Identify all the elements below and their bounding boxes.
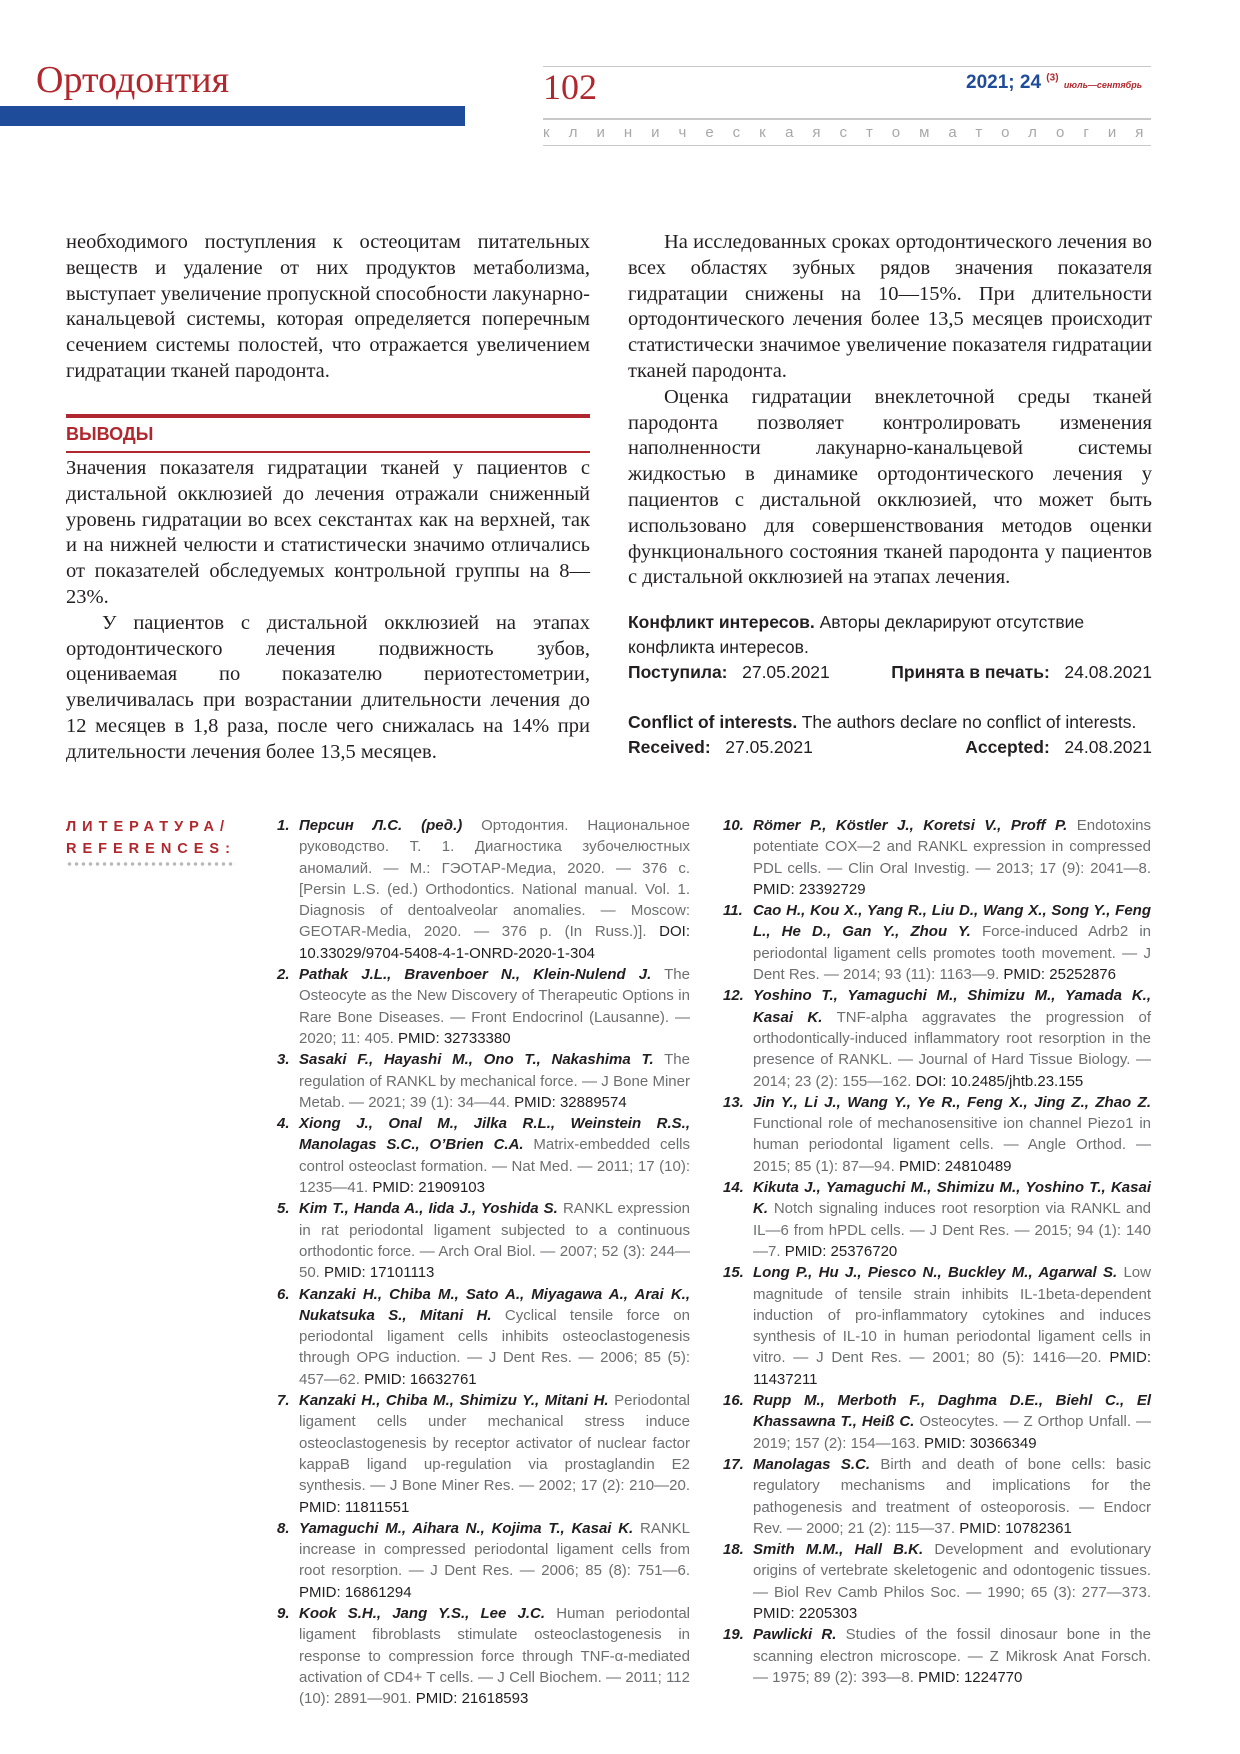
reference-item: [723, 1624, 1151, 1688]
reference-text: Cyclical tensile force on periodontal ligament cells inhibits osteoclastogenesis through OPG induction. — J Dent Res. — 2006; 85 (5): 457—62.: [299, 1306, 690, 1388]
reference-text: Notch signaling induces root resorption via RANKL and IL—6 from hPDL cells. — J Dent Res. — 2015; 94 (1): 140—7.: [753, 1200, 1151, 1260]
paragraph: Оценка гидратации внеклеточной среды тканей пародонта позволяет контролировать изменения наполненности лакунарно-канальцевой системы жидкостью в динамике ортодонтического лечения у пациентов с дистальной окклюзией, что может быть использовано для совершенствования методов оценки функционального состояния тканей пародонта у пациентов с дистальной окклюзией на этапах лечения.: [628, 385, 1152, 589]
reference-text: The Osteocyte as the New Discovery of Therapeutic Options in Rare Bone Diseases. — Front Endocrinol (Lausanne). — 2020; 11: 405.: [299, 966, 690, 1047]
reference-identifier: PMID: 25376720: [784, 1242, 898, 1260]
reference-authors: Xiong J., Onal M., Jilka R.L., Weinstein R.S., Manolagas S.C., O’Brien C.A.: [299, 1115, 690, 1154]
reference-number: 11.: [723, 902, 743, 920]
reference-number: 5.: [277, 1200, 290, 1218]
reference-number: 3.: [277, 1051, 290, 1069]
section-title: Ортодонтия: [36, 59, 230, 101]
reference-item: [277, 1284, 690, 1390]
journal-name: [543, 124, 1163, 141]
reference-authors: Персин Л.С. (ред.): [299, 817, 463, 834]
reference-authors: Sasaki F., Hayashi M., Ono T., Nakashima T.: [299, 1051, 654, 1069]
reference-number: 14.: [723, 1179, 744, 1197]
reference-identifier: PMID: 1224770: [918, 1668, 1023, 1686]
conflict-statement: [628, 610, 1152, 660]
reference-text: Studies of the fossil dinosaur bone in the scanning electron microscope. — Z Mikrosk Anat Forsch. — 1975; 89 (2): 393—8.: [753, 1626, 1151, 1686]
reference-identifier: PMID: 24810489: [898, 1157, 1012, 1175]
reference-text: Periodontal ligament cells under mechanical stress induce osteoclastogenesis by receptor activator of nuclear factor kappaB ligand up-regulation via prostaglandin E2 synthesis. — J Bone Miner Res. — 2002; 17 (2): 210—20.: [299, 1392, 690, 1495]
reference-text: RANKL increase in compressed periodontal ligament cells from root resorption. — J Dent Res. — 2006; 85 (8): 751—6.: [299, 1519, 691, 1580]
conflict-text: The authors declare no conflict of interests.: [801, 712, 1137, 732]
reference-authors: Manolagas S.C.: [753, 1455, 871, 1473]
reference-identifier: PMID: 2205303: [753, 1604, 858, 1622]
journal-word-1: клиническая: [543, 124, 840, 141]
reference-identifier: PMID: 32733380: [397, 1029, 511, 1047]
paragraph: У пациентов с дистальной окклюзией на этапах ортодонтического лечения подвижность зубов, оцениваемая по показателю периотестометрии, увеличивалась при возрастании длительности лечения до 12 месяцев в 1,8 раза, после чего снижалась на 14% при длительности лечения более 13,5 месяцев.: [66, 611, 590, 763]
reference-number: 7.: [277, 1392, 290, 1410]
received-date: 27.05.2021: [742, 662, 830, 682]
paragraph: необходимого поступления к остеоцитам питательных веществ и удаление от них продуктов метаболизма, выступает увеличение пропускной способности лакунарно-канальцевой системы, которая определяется поперечным сечением системы полостей, что отражается увеличением гидратации тканей пародонта.: [66, 231, 590, 382]
header-rule-top: [543, 66, 1151, 67]
reference-authors: Cao H., Kou X., Yang R., Liu D., Wang X., Song Y., Feng L., He D., Gan Y., Zhou Y.: [753, 902, 1151, 941]
accepted-group: [965, 735, 1152, 760]
journal-word-2: стоматология: [839, 124, 1163, 141]
reference-authors: Kook S.H., Jang Y.S., Lee J.C.: [299, 1604, 546, 1622]
conflict-text: Авторы декларируют отсутствие конфликта интересов.: [628, 612, 1085, 657]
reference-identifier: PMID: 10782361: [959, 1519, 1072, 1537]
reference-authors: Kanzaki H., Chiba M., Sato A., Miyagawa A., Arai K., Nukatsuka S., Mitani H.: [299, 1285, 690, 1324]
header-accent-bar: [0, 106, 465, 126]
reference-identifier: DOI: 10.33029/9704-5408-4-1-ONRD-2020-1-304: [299, 923, 691, 962]
reference-item: [723, 815, 1151, 900]
reference-identifier: PMID: 32889574: [514, 1093, 627, 1111]
reference-authors: Yoshino T., Yamaguchi M., Shimizu M., Yamada K., Kasai K.: [753, 987, 1151, 1026]
reference-text: Endotoxins potentiate COX—2 and RANKL expression in compressed PDL cells. — Clin Oral Investig. — 2013; 17 (9): 2041—8.: [753, 817, 1152, 877]
reference-identifier: PMID: 21909103: [372, 1179, 485, 1197]
reference-identifier: PMID: 11811551: [299, 1498, 410, 1516]
received-date: 27.05.2021: [725, 737, 813, 757]
issue-months: июль—сентябрь: [1063, 80, 1143, 90]
reference-text: TNF-alpha aggravates the progression of orthodontically-induced inflammatory root resorption in the presence of RANKL. — Journal of Hard Tissue Biology. — 2014; 23 (2): 155—162.: [753, 1008, 1151, 1090]
reference-authors: Jin Y., Li J., Wang Y., Ye R., Feng X., Jing Z., Zhao Z.: [753, 1093, 1151, 1111]
reference-item: [723, 1262, 1151, 1390]
reference-number: 9.: [277, 1604, 290, 1622]
reference-authors: Pawlicki R.: [753, 1626, 837, 1644]
page-number: 102: [543, 67, 597, 107]
reference-identifier: PMID: 16632761: [364, 1370, 477, 1388]
reference-authors: Römer P., Köstler J., Koretsi V., Proff P.: [753, 817, 1068, 834]
reference-authors: Pathak J.L., Bravenboer N., Klein-Nulend J.: [299, 966, 652, 984]
reference-authors: Smith M.M., Hall B.K.: [753, 1541, 924, 1559]
received-label: Поступила:: [628, 662, 728, 682]
reference-identifier: PMID: 30366349: [923, 1434, 1037, 1452]
reference-identifier: PMID: 11437211: [753, 1349, 1152, 1388]
reference-number: 19.: [723, 1626, 744, 1644]
reference-authors: Yamaguchi M., Aihara N., Kojima T., Kasai K.: [299, 1519, 634, 1537]
reference-item: [277, 1390, 690, 1518]
reference-item: [277, 815, 690, 964]
reference-number: 6.: [277, 1285, 290, 1303]
conclusions-heading: ВЫВОДЫ: [66, 424, 154, 444]
dates-row: [628, 660, 1152, 685]
reference-number: 17.: [723, 1455, 744, 1473]
conclusions-rule-top: [66, 414, 590, 418]
header-rule-bottom: [543, 145, 1151, 146]
left-column-text: [66, 230, 590, 385]
reference-item: [723, 1539, 1151, 1624]
reference-authors: Kim T., Handa A., Iida J., Yoshida S.: [299, 1200, 558, 1218]
reference-authors: Kikuta J., Yamaguchi M., Shimizu M., Yoshino T., Kasai K.: [753, 1179, 1151, 1218]
received-label: Received:: [628, 737, 711, 757]
reference-item: [277, 1518, 690, 1603]
header-rule-mid: [543, 118, 1151, 120]
issue-info: [966, 72, 1142, 94]
reference-text: Ортодонтия. Национальное руководство. Т. 1. Диагностика зубочелюстных аномалий. — М.: ГЭОТАР-Медиа, 2020. — 376 с. [Persin L.S. (ed.) Orthodontics. National manual. Vol. 1. Diagnosis of dentoalveolar anomalies. — Moscow: GEOTAR-Media, 2020. — 376 p. (In Russ.)].: [299, 817, 690, 941]
reference-item: [723, 1177, 1151, 1262]
right-column-text: [628, 230, 1152, 591]
reference-number: 16.: [723, 1392, 744, 1410]
reference-authors: Rupp M., Merboth F., Daghma D.E., Biehl C., El Khassawna T., Heiß C.: [753, 1392, 1151, 1431]
reference-text: Osteocytes. — Z Orthop Unfall. — 2019; 157 (2): 154—163.: [753, 1413, 1151, 1452]
reference-number: 13.: [723, 1093, 744, 1111]
reference-text: Force-induced Adrb2 in periodontal ligament cells promotes tooth movement. — J Dent Res. — 2014; 93 (11): 1163—9.: [753, 923, 1151, 984]
reference-number: 2.: [277, 966, 290, 984]
references-column-1: [277, 815, 690, 1709]
references-heading-en: REFERENCES:: [66, 841, 236, 857]
reference-text: Low magnitude of tensile strain inhibits IL-1beta-dependent induction of pro-inflammatory cytokines and induces synthesis of IL-10 in human periodontal ligament cells in vitro. — J Dent Res. — 2001; 80 (5): 1416—20.: [753, 1264, 1151, 1367]
conflict-statement: [628, 710, 1152, 735]
reference-number: 12.: [723, 987, 744, 1005]
paragraph: На исследованных сроках ортодонтического лечения во всех областях зубных рядов значения показателя гидратации снижены на 10—15%. При длительности ортодонтического лечения более 13,5 месяцев происходит статистически значимое увеличение показателя гидратации тканей пародонта.: [628, 231, 1152, 382]
issue-number: (3): [1046, 72, 1059, 84]
accepted-date: 24.08.2021: [1064, 737, 1152, 757]
received-group: [628, 735, 813, 760]
reference-item: [723, 900, 1151, 985]
received-group: [628, 660, 830, 685]
reference-item: [277, 1198, 690, 1283]
reference-text: Development and evolutionary origins of vertebrate skeletogenic and odontogenic tissues. — Biol Rev Camb Philos Soc. — 1990; 65 (3): 277—373.: [753, 1541, 1151, 1601]
reference-item: [723, 1092, 1151, 1177]
conflict-of-interests-ru: [628, 610, 1152, 685]
reference-identifier: DOI: 10.2485/jhtb.23.155: [915, 1072, 1084, 1090]
reference-number: 18.: [723, 1541, 744, 1559]
reference-item: [723, 1454, 1151, 1539]
conclusions-rule-bottom: [66, 451, 590, 453]
reference-number: 4.: [277, 1115, 290, 1133]
accepted-group: [891, 660, 1152, 685]
accepted-date: 24.08.2021: [1064, 662, 1152, 682]
reference-number: 15.: [723, 1264, 744, 1282]
conflict-label: Conflict of interests.: [628, 712, 798, 732]
reference-number: 1.: [277, 817, 290, 834]
reference-item: [277, 1113, 690, 1198]
paragraph: Значения показателя гидратации тканей у пациентов с дистальной окклюзией до лечения отражали сниженный уровень гидратации во всех секстантах как на верхней, так и на нижней челюсти и статистически значимо отличались от показателей обследуемых контрольной группы на 8—23%.: [66, 457, 590, 608]
reference-identifier: PMID: 16861294: [299, 1583, 412, 1601]
reference-item: [277, 1603, 690, 1709]
dotted-divider: [66, 862, 236, 866]
references-column-2: [723, 815, 1151, 1688]
reference-item: [277, 1049, 690, 1113]
conflict-of-interests-en: [628, 710, 1152, 760]
reference-item: [723, 1390, 1151, 1454]
reference-text: Human periodontal ligament fibroblasts stimulate osteoclastogenesis in response to compression force through TNF-α-mediated activation of CD4+ T cells. — J Cell Biochem. — 2011; 112 (10): 2891—901.: [299, 1604, 691, 1708]
reference-text: Functional role of mechanosensitive ion channel Piezo1 in human periodontal ligament cells. — Angle Orthod. — 2015; 85 (1): 87—94.: [753, 1115, 1151, 1175]
references-heading-ru: ЛИТЕРАТУРА/: [66, 819, 231, 835]
reference-number: 10.: [723, 817, 744, 834]
reference-item: [277, 964, 690, 1049]
reference-item: [723, 985, 1151, 1091]
reference-identifier: PMID: 17101113: [324, 1264, 435, 1282]
conclusions-text: [66, 456, 590, 766]
reference-text: The regulation of RANKL by mechanical force. — J Bone Miner Metab. — 2021; 39 (1): 34—44.: [299, 1051, 690, 1111]
reference-number: 8.: [277, 1519, 290, 1537]
reference-text: RANKL expression in rat periodontal ligament subjected to a continuous orthodontic force. — Arch Oral Biol. — 2007; 52 (3): 244—50.: [299, 1200, 691, 1282]
reference-text: Birth and death of bone cells: basic regulatory mechanisms and implications for the pathogenesis and treatment of osteoporosis. — Endocr Rev. — 2000; 21 (2): 115—37.: [753, 1455, 1152, 1537]
reference-identifier: PMID: 23392729: [753, 880, 866, 898]
accepted-label: Принята в печать:: [891, 662, 1050, 682]
issue-year-volume: 2021; 24: [966, 72, 1042, 93]
accepted-label: Accepted:: [965, 737, 1050, 757]
reference-authors: Long P., Hu J., Piesco N., Buckley M., Agarwal S.: [753, 1264, 1118, 1282]
reference-identifier: PMID: 25252876: [1003, 966, 1116, 984]
reference-authors: Kanzaki H., Chiba M., Shimizu Y., Mitani H.: [299, 1392, 609, 1410]
dates-row: [628, 735, 1152, 760]
conflict-label: Конфликт интересов.: [628, 612, 815, 632]
references-heading: [66, 816, 236, 860]
reference-identifier: PMID: 21618593: [415, 1690, 529, 1708]
reference-text: Matrix-embedded cells control osteoclast formation. — Nat Med. — 2011; 17 (10): 1235—41.: [299, 1136, 690, 1197]
